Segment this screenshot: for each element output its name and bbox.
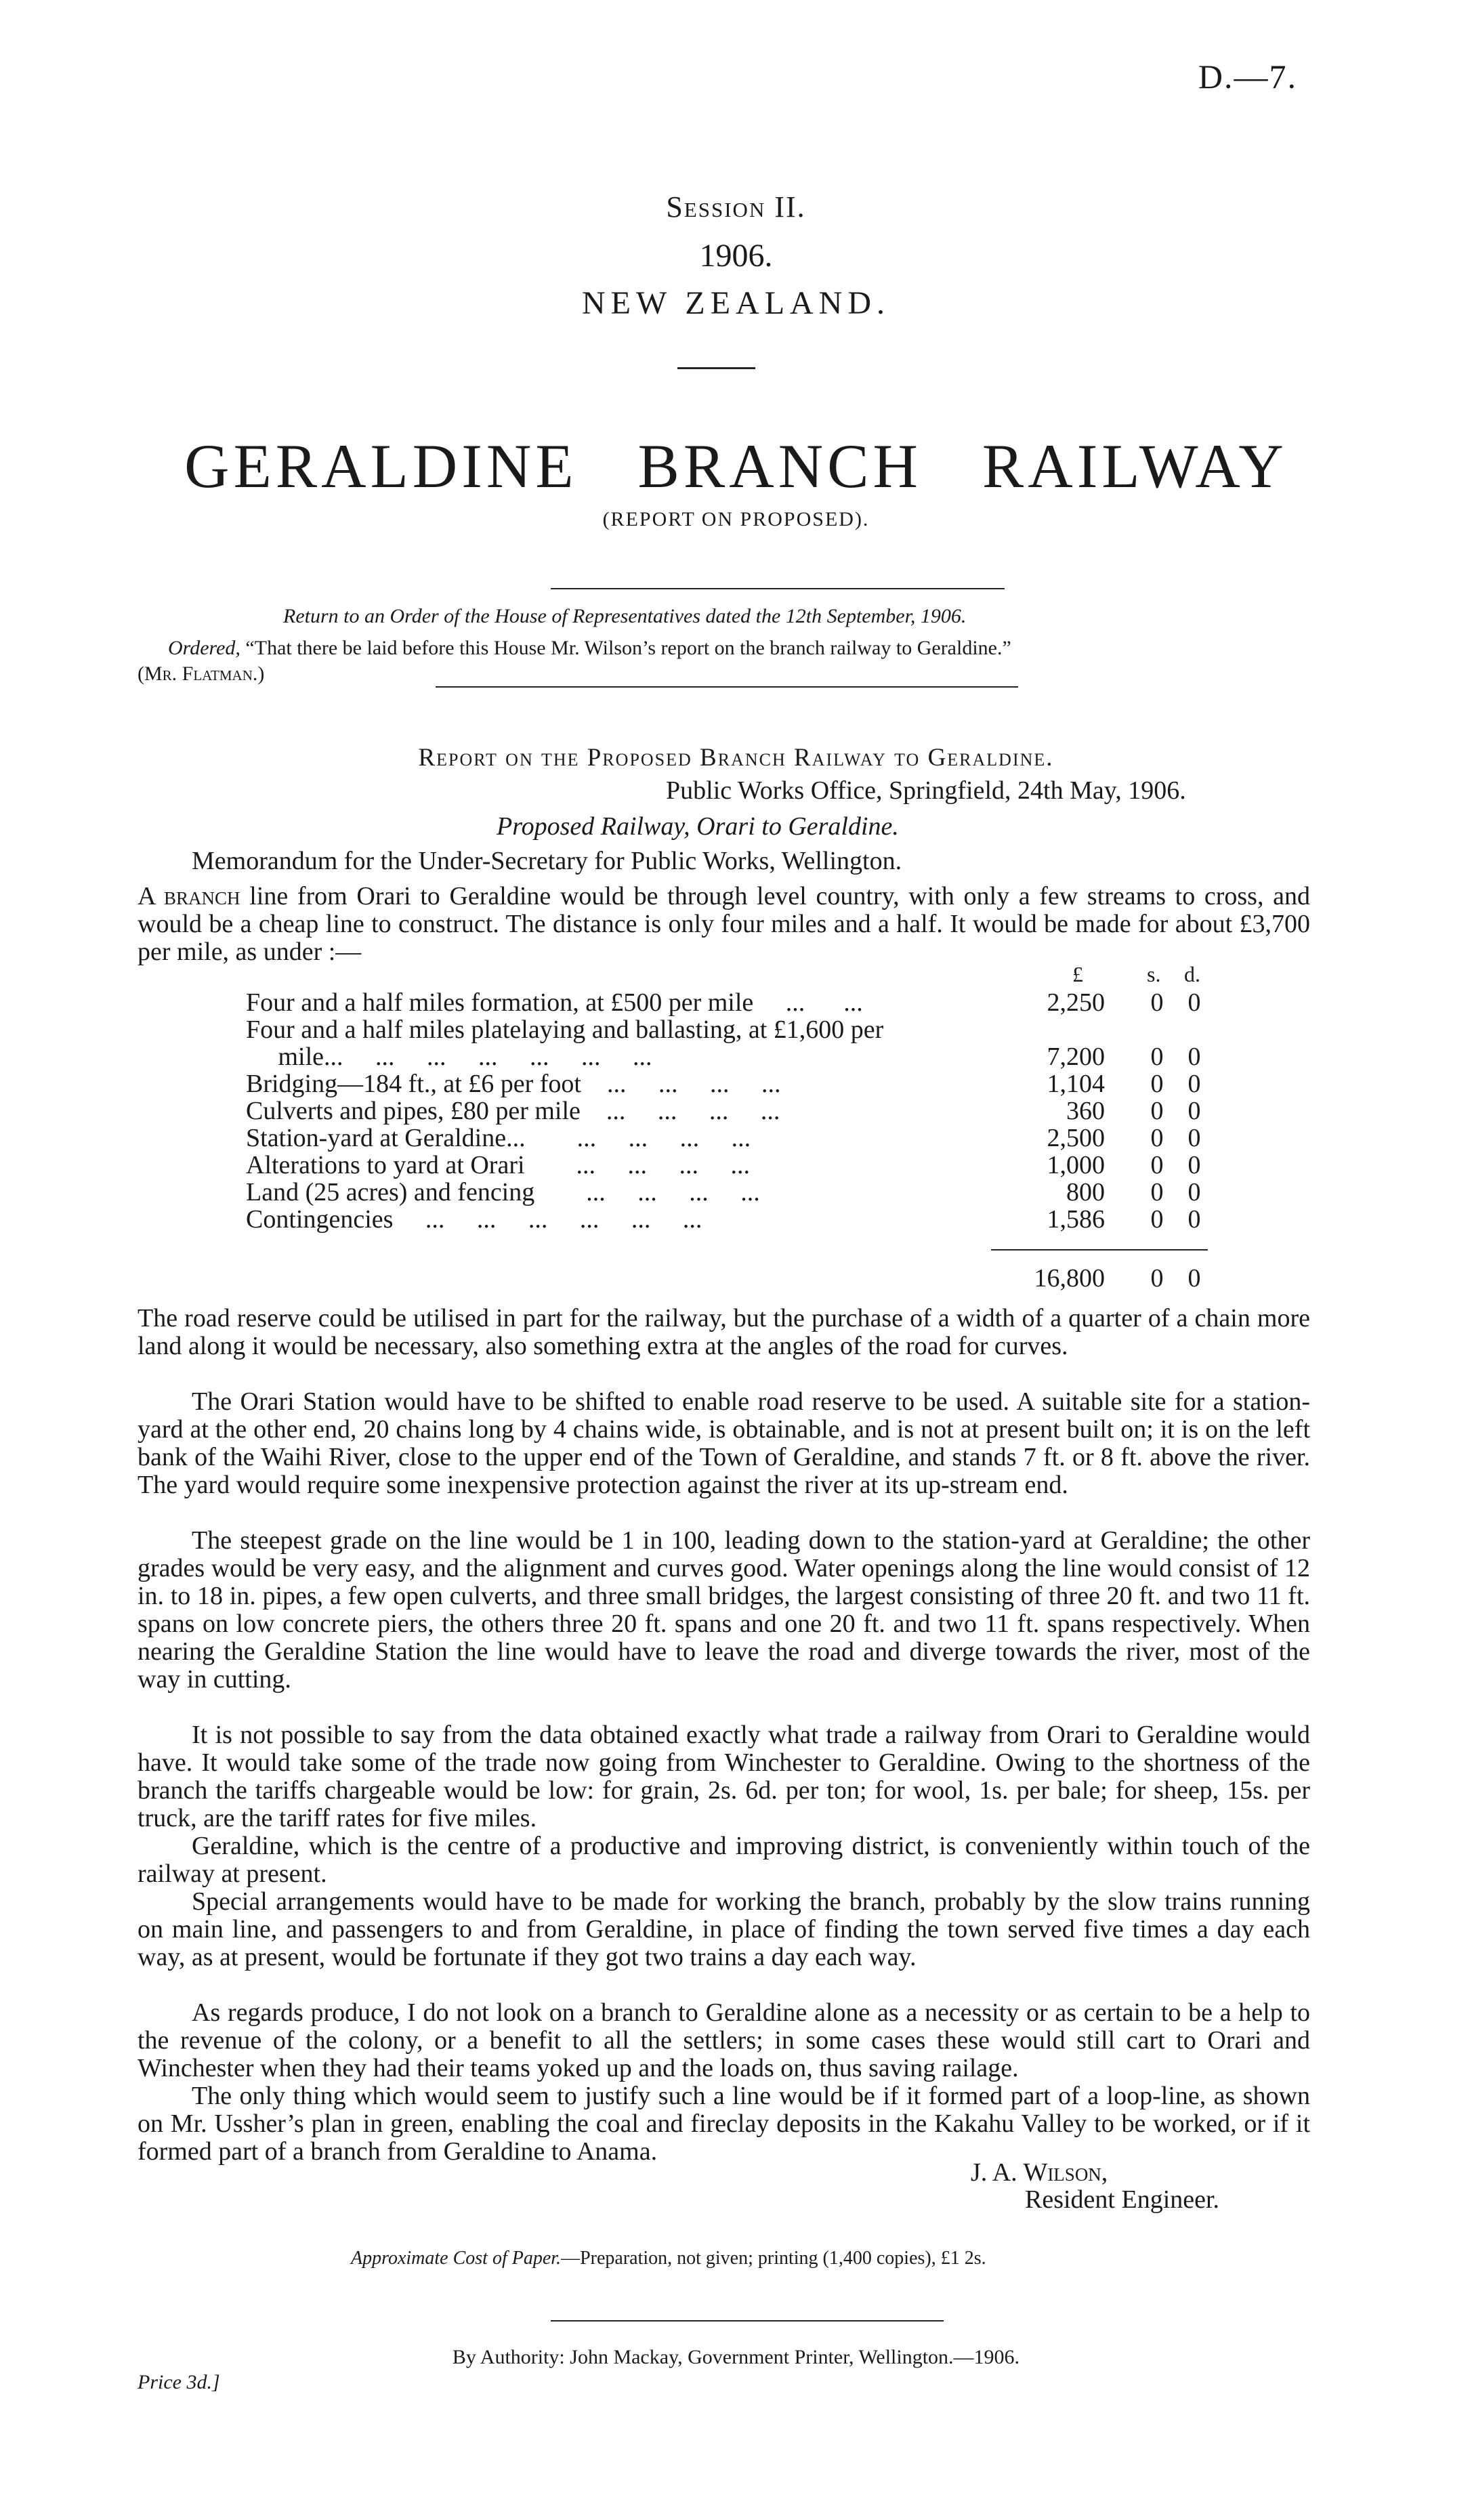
divider: [436, 686, 1018, 688]
total-pence: 0: [1187, 1264, 1201, 1293]
body-paragraph: [138, 1832, 1310, 1888]
cost-label: Approximate Cost of Paper.: [351, 2248, 562, 2269]
paragraph-text: As regards produce, I do not look on a branch to Geraldine alone as a necessity or as certain to be a help to the revenue of the colony, or a benefit to all the settlers; in some cases these would still cart to Orari and Winchester when they had their teams yoked up and the loads on, thus saving railage.: [138, 1998, 1310, 2082]
table-row: [138, 1042, 1208, 1069]
intro-paragraph: [138, 883, 1310, 966]
row-description: Four and a half miles formation, at £500 per mile ... ...: [246, 988, 863, 1017]
body-paragraph: [138, 1527, 1310, 1694]
table-row: [138, 1177, 1208, 1204]
row-description: Bridging—184 ft., at £6 per foot ... ... ... ...: [246, 1070, 781, 1098]
body-paragraph: [138, 2082, 1310, 2166]
year-label: 1906.: [699, 238, 773, 274]
row-shillings: 0: [1150, 1205, 1164, 1234]
approximate-cost-line: [351, 2248, 986, 2269]
country-label: NEW ZEALAND.: [581, 285, 891, 321]
session-label: Session II.: [666, 190, 806, 224]
body-paragraph: [138, 1721, 1310, 1832]
row-shillings: 0: [1150, 1097, 1164, 1125]
row-shillings: 0: [1150, 1124, 1164, 1152]
row-shillings: 0: [1150, 988, 1164, 1017]
paragraph-text: The Orari Station would have to be shifted to enable road reserve to be used. A suitable site for a station-yard at the other end, 20 chains long by 4 chains wide, is obtainable, and is not at present built on; it is on the left bank of the Waihi River, close to the upper end of the Town of Geraldine, and stands 7 ft. or 8 ft. above the river. The yard would require some inexpensive protection against the river at its up-stream end.: [138, 1387, 1310, 1499]
row-pounds: 800: [1066, 1178, 1105, 1206]
row-pounds: 1,000: [1047, 1151, 1105, 1179]
body-paragraph: [138, 1888, 1310, 1971]
report-proposed-line: Proposed Railway, Orari to Geraldine.: [497, 812, 899, 841]
body-paragraph: The road reserve could be utilised in part for the railway, but the purchase of a width of a quarter of a chain more land along it would be necessary, also something extra at the angles of the road for curves.: [138, 1304, 1310, 1360]
row-shillings: 0: [1150, 1043, 1164, 1071]
table-row: [138, 1150, 1208, 1177]
row-pence: 0: [1187, 1205, 1201, 1234]
row-pence: 0: [1187, 1178, 1201, 1206]
row-pence: 0: [1187, 1124, 1201, 1152]
table-row: [138, 1204, 1208, 1232]
paragraph-text: The steepest grade on the line would be 1 in 100, leading down to the station-yard at Geraldine; the other grades would be very easy, and the alignment and curves good. Water openings along the line would consist of 12 in. to 18 in. pipes, a few open culverts, and three small bridges, the largest consisting of three 20 ft. and two 11 ft. spans on low concrete piers, the others three 20 ft. spans and one 20 ft. and two 11 ft. spans respectively. When nearing the Geraldine Station the line would have to leave the road and diverge towards the river, most of the way in cutting.: [138, 1526, 1310, 1694]
row-pounds: 360: [1066, 1097, 1105, 1125]
intro-text: line from Orari to Geraldine would be through level country, with only a few streams to cross, and would be a cheap line to construct. The distance is only four miles and a half. It would be made for about £3,700 per mile, as under :—: [138, 882, 1310, 966]
document-subtitle: (REPORT ON PROPOSED).: [602, 508, 870, 530]
row-shillings: 0: [1150, 1070, 1164, 1098]
price-label: Price 3d.]: [138, 2371, 220, 2393]
row-description: Station-yard at Geraldine... ... ... ... ...: [246, 1124, 751, 1152]
order-text: [168, 637, 1320, 660]
row-pounds: 1,104: [1047, 1070, 1105, 1098]
paragraph-text: The only thing which would seem to justify such a line would be if it formed part of a loop-line, as shown on Mr. Ussher’s plan in green, enabling the coal and fireclay deposits in the Kakahu Valley to be worked, or if it formed part of a branch from Geraldine to Anama.: [138, 2082, 1310, 2166]
intro-first-words: A branch: [138, 882, 240, 910]
pence-header: d.: [1184, 962, 1200, 986]
row-description: Culverts and pipes, £80 per mile ... ... ... ...: [246, 1097, 780, 1125]
paragraph-text: It is not possible to say from the data obtained exactly what trade a railway from Orari to Geraldine would have. It would take some of the trade now going from Winchester to Geraldine. Owing to the shortness of the branch the tariffs chargeable would be low: for grain, 2s. 6d. per ton; for wool, 1s. per bale; for sheep, 15s. per truck, are the tariff rates for five miles.: [138, 1721, 1310, 1832]
table-row: [138, 1069, 1208, 1096]
ordered-quote: “That there be laid before this House Mr. Wilson’s report on the branch railway to Geraldine.”: [245, 637, 1011, 659]
paragraph-text: Geraldine, which is the centre of a productive and improving district, is conveniently within touch of the railway at present.: [138, 1832, 1310, 1888]
row-description: Alterations to yard at Orari ... ... ... ...: [246, 1151, 751, 1179]
signature-title: Resident Engineer.: [1025, 2185, 1220, 2214]
body-paragraph: [138, 1999, 1310, 2082]
divider: [551, 2320, 944, 2322]
row-pounds: 7,200: [1047, 1043, 1105, 1071]
row-description: Four and a half miles platelaying and ballasting, at £1,600 per: [246, 1015, 884, 1044]
divider: [551, 588, 1005, 589]
row-pounds: 2,500: [1047, 1124, 1105, 1152]
table-row: [138, 988, 1208, 1015]
row-description: Contingencies ... ... ... ... ... ...: [246, 1205, 702, 1234]
row-pence: 0: [1187, 1151, 1201, 1179]
total-row: [138, 1263, 1208, 1293]
report-heading: Report on the Proposed Branch Railway to Geraldine.: [418, 744, 1054, 772]
table-row: [138, 1096, 1208, 1123]
document-title: GERALDINE BRANCH RAILWAY: [184, 432, 1288, 501]
printer-authority: By Authority: John Mackay, Government Printer, Wellington.—1906.: [452, 2346, 1020, 2368]
row-description: mile... ... ... ... ... ... ...: [246, 1043, 652, 1071]
shillings-header: s.: [1147, 962, 1161, 986]
report-office-date: Public Works Office, Springfield, 24th May, 1906.: [666, 776, 1186, 805]
cost-text: —Preparation, not given; printing (1,400 copies), £1 2s.: [561, 2248, 986, 2269]
row-pence: 0: [1187, 1043, 1201, 1071]
row-pence: 0: [1187, 1097, 1201, 1125]
paper-reference: D.—7.: [1198, 58, 1297, 96]
total-shillings: 0: [1150, 1264, 1164, 1293]
divider: [677, 367, 755, 369]
table-row: [138, 1015, 1208, 1042]
member-name: (Mr. Flatman.): [138, 663, 265, 685]
row-pounds: 2,250: [1047, 988, 1105, 1017]
pounds-header: £: [1072, 962, 1083, 986]
ordered-label: Ordered,: [168, 637, 240, 659]
row-pounds: 1,586: [1047, 1205, 1105, 1234]
row-pence: 0: [1187, 1070, 1201, 1098]
row-description: Land (25 acres) and fencing ... ... ... ...: [246, 1178, 760, 1206]
table-row: [138, 1123, 1208, 1150]
signature-name: J. A. Wilson,: [971, 2158, 1108, 2187]
total-rule: [991, 1249, 1208, 1251]
body-paragraph: [138, 1388, 1310, 1499]
row-pence: 0: [1187, 988, 1201, 1017]
order-return-line: Return to an Order of the House of Representatives dated the 12th September, 1906.: [283, 605, 967, 627]
report-memo-line: Memorandum for the Under-Secretary for Public Works, Wellington.: [192, 847, 902, 875]
row-shillings: 0: [1150, 1151, 1164, 1179]
paragraph-text: Special arrangements would have to be made for working the branch, probably by the slow trains running on main line, and passengers to and from Geraldine, in place of finding the town served five times a day each way, as at present, would be fortunate if they got two trains a day each way.: [138, 1887, 1310, 1971]
total-pounds: 16,800: [1034, 1264, 1105, 1293]
row-shillings: 0: [1150, 1178, 1164, 1206]
